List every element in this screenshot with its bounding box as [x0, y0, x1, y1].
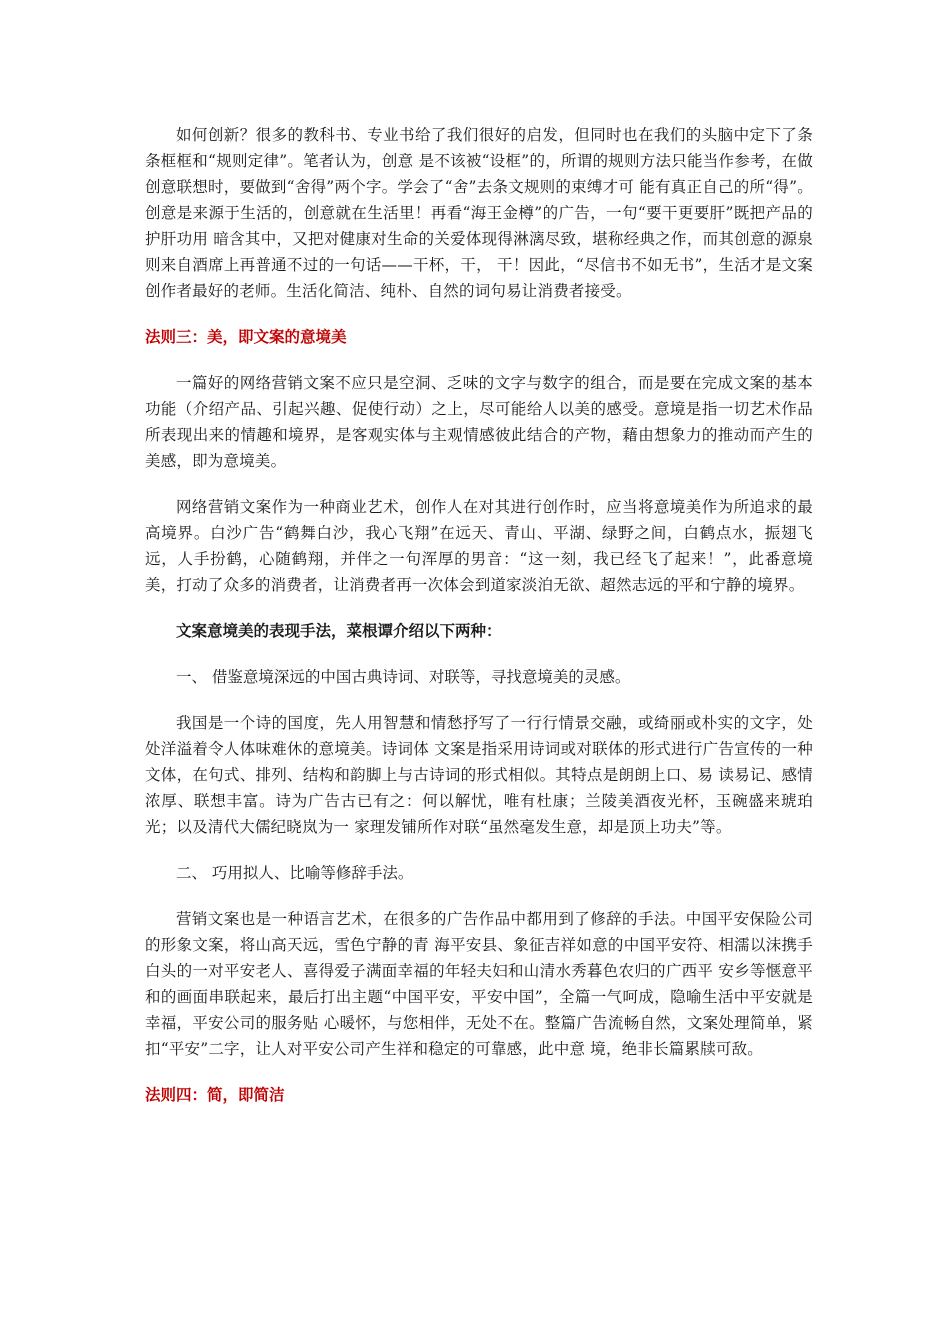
paragraph-baisha-ad: 网络营销文案作为一种商业艺术，创作人在对其进行创作时，应当将意境美作为所追求的最高境界。白沙广告“鹤舞白沙，我心飞翔”在远天、青山、平湖、绿野之间，白鹤点水，振翅飞远，人手扮鹤，心随鹤翔，并伴之一句浑厚的男音：“这一刻，我已经飞了起来！”，此番意境美，打动了众多的消费者，让消费者再一次体会到道家淡泊无欲、超然志远的平和宁静的境界。 [145, 498, 813, 594]
paragraph-poetry: 我国是一个诗的国度，先人用智慧和情愁抒写了一行行情景交融，或绮丽或朴实的文字，处处洋溢着令人体味难休的意境美。诗词体 文案是指采用诗词或对联体的形式进行广告宣传的一种文体，在句式、排列、结构和韵脚上与古诗词的形式相似。其特点是朗朗上口、易 读易记、感情浓厚、联想丰富。诗为广告古已有之：何以解忧，唯有杜康；兰陵美酒夜光杯，玉碗盛来琥珀光；以及清代大儒纪晓岚为一 家理发铺所作对联“虽然毫发生意，却是顶上功夫”等。 [145, 714, 813, 836]
technique-item-1: 一、 借鉴意境深远的中国古典诗词、对联等，寻找意境美的灵感。 [176, 668, 631, 686]
subheading-techniques: 文案意境美的表现手法，菜根谭介绍以下两种： [176, 621, 502, 640]
paragraph-artistic-conception: 一篇好的网络营销文案不应只是空洞、乏味的文字与数字的组合，而是要在完成文案的基本功能（介绍产品、引起兴趣、促使行动）之上，尽可能给人以美的感受。意境是指一切艺术作品所表现出来的情趣和境界，是客观实体与主观情感彼此结合的产物，藉由想象力的推动而产生的美感，即为意境美。 [145, 374, 813, 470]
document-page [145, 122, 813, 1128]
paragraph-innovation: 如何创新？很多的教科书、专业书给了我们很好的启发，但同时也在我们的头脑中定下了条条框框和“规则定律”。笔者认为，创意 是不该被“设框”的，所谓的规则方法只能当作参考，在做创意联想时，要做到“舍得”两个字。学会了“舍”去条文规则的束缚才可 能有真正自己的所“得”。创意是来源于生活的，创意就在生活里！再看“海王金樽”的广告，一句“要干更要肝”既把产品的护肝功用 暗含其中，又把对健康对生命的关爱体现得淋漓尽致，堪称经典之作，而其创意的源泉则来自酒席上再普通不过的一句话——干杯，干， 干！因此，“尽信书不如无书”，生活才是文案创作者最好的老师。生活化简洁、纯朴、自然的词句易让消费者接受。 [145, 126, 813, 300]
paragraph-pingan-ad: 营销文案也是一种语言艺术，在很多的广告作品中都用到了修辞的手法。中国平安保险公司的形象文案，将山高天远，雪色宁静的青 海平安县、象征吉祥如意的中国平安符、相濡以沫携手白头的一对平安老人、喜得爱子满面幸福的年轻夫妇和山清水秀暮色农归的广西平 安乡等惬意平和的画面串联起来，最后打出主题“中国平安，平安中国”，全篇一气呵成，隐喻生活中平安就是幸福，平安公司的服务贴 心暖怀，与您相伴，无处不在。整篇广告流畅自然，文案处理简单，紧扣“平安”二字，让人对平安公司产生祥和稳定的可靠感，此中意 境，绝非长篇累牍可敌。 [145, 910, 813, 1058]
technique-item-2: 二、 巧用拟人、比喻等修辞手法。 [176, 864, 414, 882]
heading-rule-three: 法则三：美，即文案的意境美 [145, 327, 347, 346]
heading-rule-four: 法则四：简，即简洁 [145, 1085, 285, 1104]
